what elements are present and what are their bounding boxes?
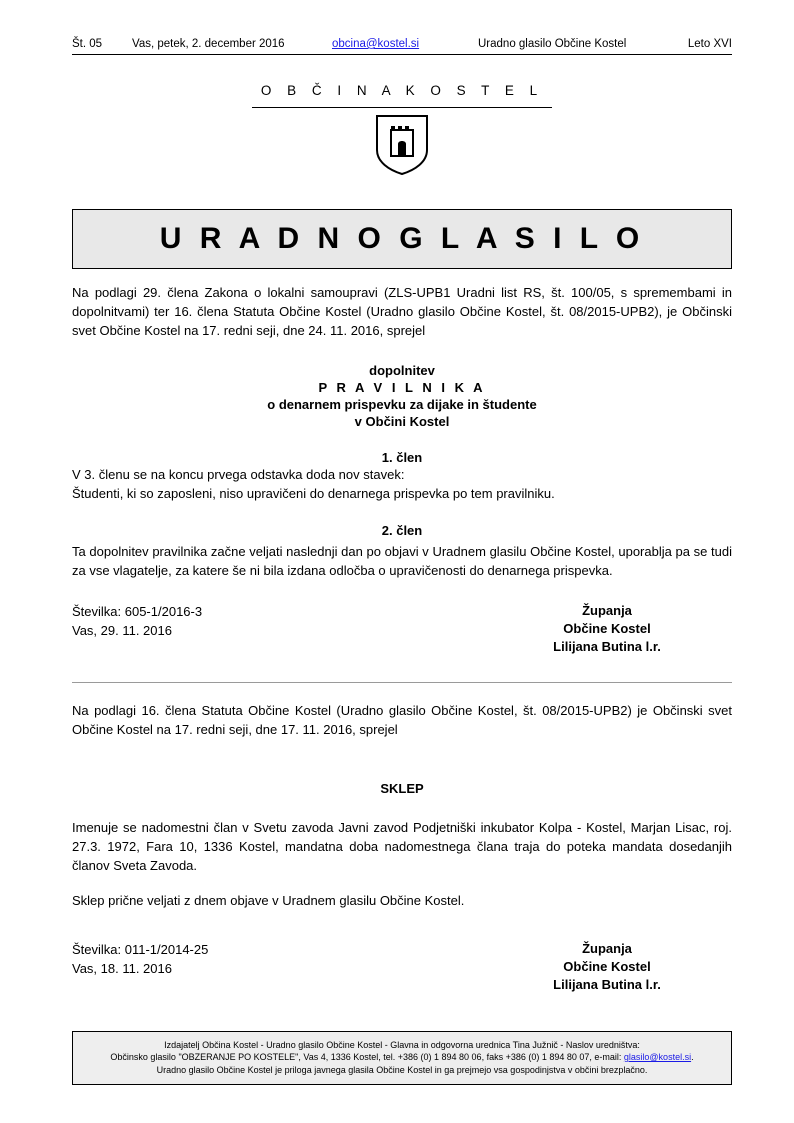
footer-line-3: Uradno glasilo Občine Kostel je priloga javnega glasila Občine Kostel in ga prejmejo vsa gospodinjstva v občini brezplačno.	[156, 1064, 648, 1075]
doc2-body-paragraph-2: Sklep prične veljati z dnem objave v Uradnem glasilu Občine Kostel.	[72, 893, 465, 909]
gazette-banner-title: U R A D N O G L A S I L O	[159, 222, 645, 256]
doc2-number: Številka: 011-1/2014-25	[72, 942, 209, 958]
doc2-signature-name: Lilijana Butina l.r.	[553, 977, 661, 993]
footer-email-link[interactable]: glasilo@kostel.si	[623, 1052, 692, 1062]
doc2-body-paragraph-1: Imenuje se nadomestni član v Svetu zavoda Javni zavod Podjetniški inkubator Kolpa - Kostel, Marjan Lisac, roj. 27.3. 1972, Fara 10, 1336 Kostel, mandatna doba nadomestnega člana traja do poteka mandata dosedanjih članov Sveta Zavoda.	[72, 820, 732, 874]
masthead-issue: Št. 05	[72, 38, 103, 50]
doc2-reference-block	[72, 940, 208, 978]
masthead-year: Leto XVI	[687, 38, 732, 50]
section-divider	[72, 682, 732, 683]
doc1-signature-name: Lilijana Butina l.r.	[553, 639, 661, 655]
doc1-title-line-1: dopolnitev	[369, 363, 435, 379]
page-masthead	[72, 38, 732, 55]
doc1-place-date: Vas, 29. 11. 2016	[72, 623, 172, 639]
footer-line-2-text: Občinsko glasilo "OBZERANJE PO KOSTELE", Vas 4, 1336 Kostel, tel. +386 (0) 1 894 80 06, faks +386 (0) 1 894 80 07, e-mail:	[110, 1052, 624, 1062]
doc1-intro-paragraph: Na podlagi 29. člena Zakona o lokalni samoupravi (ZLS-UPB1 Uradni list RS, št. 100/05, s spremembami in dopolnitvami) ter 16. člena Statuta Občine Kostel (Uradno glasilo Občine Kostel, št. 08/2015-UPB2), je Občinski svet Občine Kostel na 17. redni seji, dne 24. 11. 2016, sprejel	[72, 285, 732, 339]
doc2-title: SKLEP	[380, 781, 424, 797]
doc1-article2-heading: 2. člen	[381, 523, 423, 539]
municipality-crest-block	[72, 83, 732, 181]
doc1-article2-text: Ta dopolnitev pravilnika začne veljati naslednji dan po objavi v Uradnem glasilu Občine Kostel, uporablja pa se tudi za vse vlagatelje, za katere še ni bila izdana odločba o upravičenosti do denarnega prispevka.	[72, 544, 732, 579]
masthead-place-date: Vas, petek, 2. december 2016	[132, 38, 285, 50]
doc1-signature-office: Občine Kostel	[563, 621, 651, 637]
doc1-signature-row	[72, 602, 732, 656]
doc2-signature-office: Občine Kostel	[563, 959, 651, 975]
footer-line-1: Izdajatelj Občina Kostel - Uradno glasilo Občine Kostel - Glavna in odgovorna urednica Tina Južnič - Naslov uredništva:	[164, 1039, 640, 1050]
crest-title: O B Č I N A K O S T E L	[260, 83, 544, 98]
doc1-article1-heading: 1. člen	[381, 450, 423, 466]
doc1-title-line-2: P R A V I L N I K A	[318, 380, 486, 396]
doc2-place-date: Vas, 18. 11. 2016	[72, 961, 172, 977]
doc2-signature-row	[72, 940, 732, 994]
doc1-title-line-3: o denarnem prispevku za dijake in študente	[267, 397, 537, 413]
doc2-signature-block	[482, 940, 732, 994]
doc1-signature-title: Županja	[582, 603, 632, 619]
masthead-email-link[interactable]: obcina@kostel.si	[332, 38, 420, 50]
footer-line-2	[83, 1051, 721, 1064]
doc1-number: Številka: 605-1/2016-3	[72, 604, 203, 620]
doc1-title-block	[72, 362, 732, 430]
doc1-signature-block	[482, 602, 732, 656]
masthead-gazette-name: Uradno glasilo Občine Kostel	[478, 38, 627, 50]
doc2-intro-paragraph: Na podlagi 16. člena Statuta Občine Kostel (Uradno glasilo Občine Kostel, št. 08/2015-UPB2) je Občinski svet Občine Kostel na 17. redni seji, dne 17. 11. 2016, sprejel	[72, 703, 732, 738]
doc1-article1-line-1: V 3. členu se na koncu prvega odstavka doda nov stavek:	[72, 467, 405, 483]
gazette-banner	[72, 209, 732, 269]
doc1-article1-line-2: Študenti, ki so zaposleni, niso upravičeni do denarnega prispevka po tem pravilniku.	[72, 486, 555, 502]
doc1-title-line-4: v Občini Kostel	[354, 414, 450, 430]
crest-divider	[252, 107, 552, 108]
page-footer	[72, 1031, 732, 1086]
doc1-reference-block	[72, 602, 202, 640]
doc2-signature-title: Županja	[582, 941, 632, 957]
coat-of-arms-icon	[375, 114, 429, 176]
footer-line-2-suffix: .	[691, 1052, 694, 1062]
